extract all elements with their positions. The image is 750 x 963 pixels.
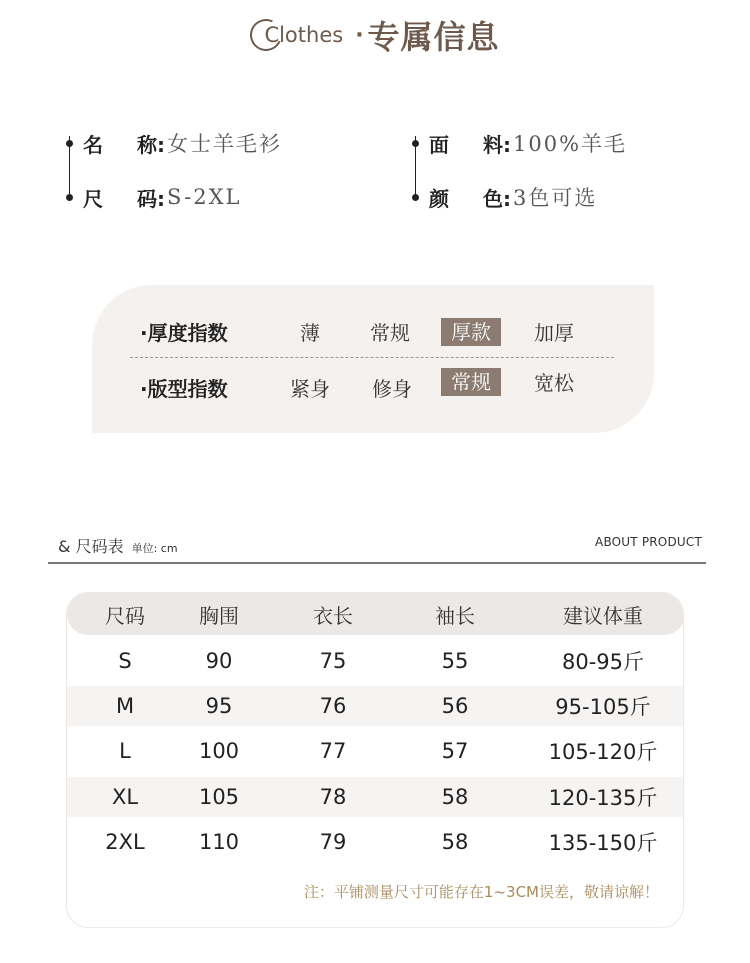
table-row [67,641,684,681]
info-label: 名 称: [83,132,165,157]
fit-option-regular-selected: 常规 [441,368,501,396]
bullet-icon [412,194,419,201]
info-label: 尺 码: [83,186,165,211]
size-chart-unit: 单位: cm [131,542,178,555]
thickness-option-regular: 常规 [370,321,410,345]
cell-length: 75 [319,649,347,673]
info-row-name [66,128,282,158]
cell-length: 76 [319,694,347,718]
table-row [67,731,684,771]
header-cell-sleeve: 袖长 [435,603,475,628]
table-row [67,777,684,817]
cell-size: 2XL [105,830,145,854]
cell-chest: 100 [198,739,240,763]
cell-sleeve: 55 [441,649,469,673]
cell-sleeve: 58 [441,785,469,809]
fit-index-label: ·版型指数 [140,377,228,401]
info-label: 面 料: [429,132,511,157]
info-value: 女士羊毛衫 [167,132,282,156]
cell-length: 79 [319,830,347,854]
title-dot: · [355,22,364,48]
header [0,10,750,60]
measurement-note: 注：平铺测量尺寸可能存在1~3CM误差，敬请谅解！ [303,883,659,901]
bullet-icon [66,140,73,147]
fit-option-loose: 宽松 [534,371,574,395]
header-cell-weight: 建议体重 [563,603,643,628]
bullet-icon [412,140,419,147]
size-chart-heading [58,534,178,557]
cell-size: M [115,694,135,718]
cell-size: XL [111,785,139,809]
cell-weight: 120-135斤 [548,786,658,810]
cell-length: 78 [319,785,347,809]
brand-logo [250,12,343,58]
cell-chest: 110 [198,830,240,854]
info-label: 颜 色: [429,186,511,211]
cell-weight: 80-95斤 [561,650,645,674]
table-row [67,822,684,862]
fit-option-slim: 修身 [372,377,412,401]
header-cell-size: 尺码 [105,603,145,628]
info-row-size [66,182,242,212]
dashed-divider [130,357,614,358]
cell-weight: 105-120斤 [548,740,658,764]
info-row-material [412,128,627,158]
cell-weight: 95-105斤 [555,695,651,719]
table-row [67,686,684,726]
thickness-option-extra-thick: 加厚 [534,321,574,345]
logo-c-icon [246,14,287,55]
thickness-index-label: ·厚度指数 [140,321,228,345]
page-title: 专属信息 [367,18,500,56]
cell-length: 77 [319,739,347,763]
header-cell-chest: 胸围 [199,603,239,628]
cell-chest: 95 [205,694,233,718]
cell-sleeve: 57 [441,739,469,763]
fit-index-row [92,369,654,409]
cell-sleeve: 56 [441,694,469,718]
info-value: 3色可选 [513,186,598,210]
cell-size: L [119,739,131,763]
about-product-label: ABOUT PRODUCT [595,535,702,549]
info-value: S-2XL [167,185,242,209]
cell-chest: 90 [205,649,233,673]
table-header-row [67,593,684,635]
cell-weight: 135-150斤 [548,831,658,855]
size-table [66,592,684,928]
header-cell-length: 衣长 [313,603,353,628]
cell-chest: 105 [198,785,240,809]
thickness-option-thin: 薄 [300,321,320,345]
bullet-icon [66,194,73,201]
info-left [66,124,366,214]
info-row-color [412,182,597,212]
fit-option-tight: 紧身 [290,377,330,401]
info-right [412,124,712,214]
cell-sleeve: 58 [441,830,469,854]
size-chart-title: & 尺码表 [58,537,124,556]
info-value: 100%羊毛 [513,132,628,156]
heading-rule [48,562,706,564]
thickness-index-row [92,313,654,353]
index-panel [92,285,654,433]
thickness-option-thick-selected: 厚款 [441,318,501,346]
cell-size: S [118,649,132,673]
logo-word: Clothes [264,23,344,47]
